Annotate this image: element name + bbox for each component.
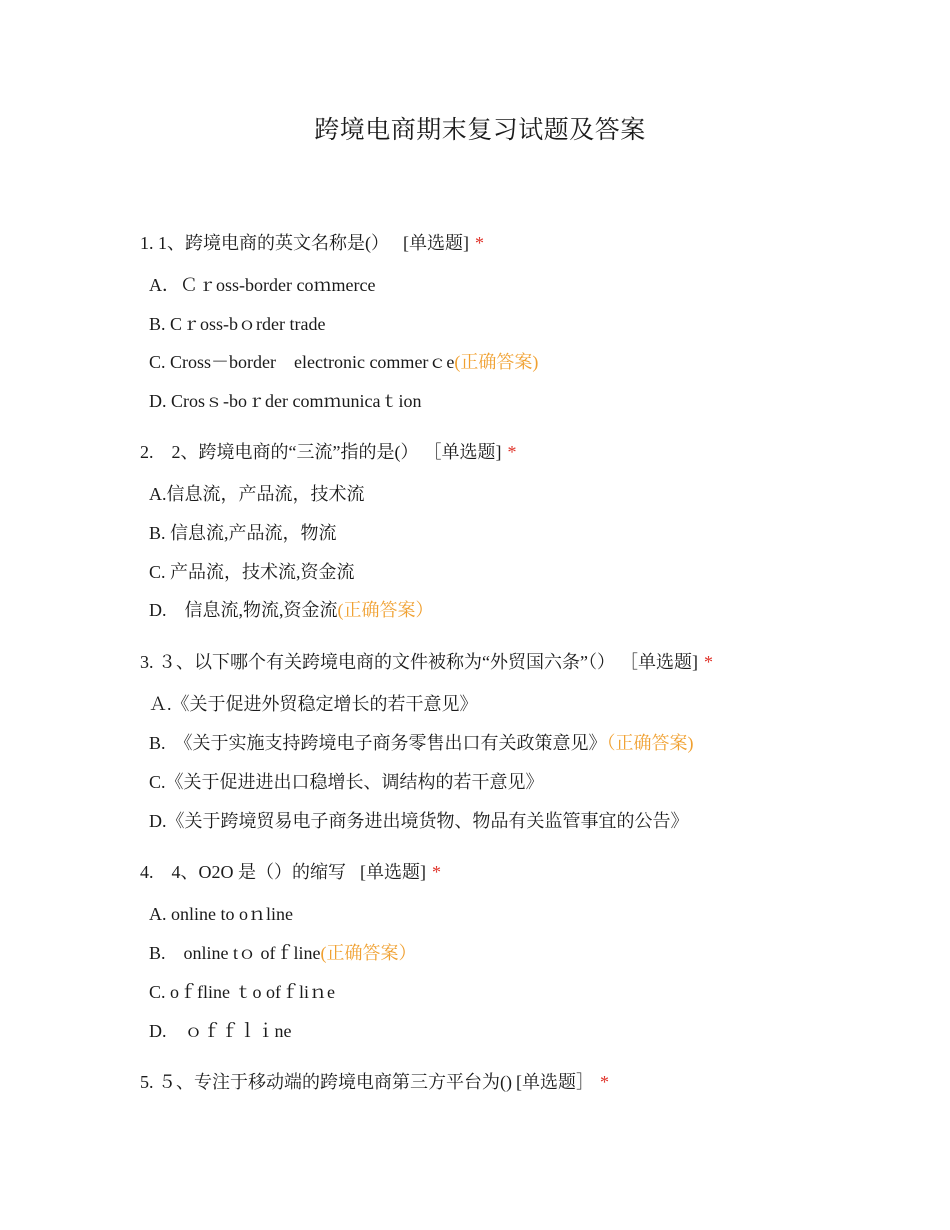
option-text: C.《关于促进进出口稳增长、调结构的若干意见》 bbox=[149, 772, 544, 792]
question-4 bbox=[140, 858, 441, 884]
option-4c bbox=[149, 978, 335, 1004]
question-text: 1. 1、跨境电商的英文名称是(） bbox=[140, 233, 389, 253]
question-text: 4. 4、O2O 是（）的缩写 bbox=[140, 862, 346, 882]
option-text: A. online to oｎline bbox=[149, 904, 293, 924]
correct-answer-tag: (正确答案) bbox=[454, 352, 539, 372]
option-1b bbox=[149, 310, 325, 336]
option-text: D. ｏｆｆｌｉne bbox=[149, 1021, 292, 1041]
option-text: C. Cross－border electronic commerｃe bbox=[149, 352, 455, 372]
option-4a bbox=[149, 900, 293, 926]
correct-answer-tag: (正确答案） bbox=[320, 943, 417, 963]
correct-answer-tag: （正确答案) bbox=[606, 733, 694, 753]
question-5 bbox=[140, 1068, 609, 1094]
option-text: C. 产品流，技术流,资金流 bbox=[149, 562, 355, 582]
required-mark: * bbox=[432, 862, 441, 882]
question-type: [单选题] bbox=[403, 233, 469, 253]
option-text: D. 信息流,物流,资金流 bbox=[149, 600, 338, 620]
question-2 bbox=[140, 438, 516, 464]
question-text: 5. ５、专注于移动端的跨境电商第三方平台为() bbox=[140, 1072, 512, 1092]
option-text: B. 信息流,产品流，物流 bbox=[149, 523, 337, 543]
option-2b bbox=[149, 519, 337, 545]
option-2a bbox=[149, 480, 365, 506]
option-1d bbox=[149, 387, 421, 413]
required-mark: * bbox=[703, 652, 713, 672]
option-4d bbox=[149, 1017, 292, 1043]
question-type: [单选题］ bbox=[516, 1072, 594, 1092]
option-1c bbox=[149, 348, 538, 374]
option-2d bbox=[149, 596, 434, 622]
question-type: ［单选题] bbox=[628, 652, 698, 672]
option-3b bbox=[149, 729, 694, 755]
option-3d bbox=[149, 807, 689, 833]
question-text: 3. ３、以下哪个有关跨境电商的文件被称为“外贸国六条”（） bbox=[140, 652, 615, 672]
option-3a bbox=[149, 690, 478, 716]
option-text: Ａ.《关于促进外贸稳定增长的若干意见》 bbox=[149, 694, 478, 714]
option-text: B. online tｏ ofｆline bbox=[149, 943, 321, 963]
question-3 bbox=[140, 648, 713, 674]
option-text: A．Ｃｒoss-border coｍmerce bbox=[149, 275, 376, 295]
option-text: D.《关于跨境贸易电子商务进出境货物、物品有关监管事宜的公告》 bbox=[149, 811, 689, 831]
option-text: D. Crosｓ-boｒder comｍunicaｔion bbox=[149, 391, 422, 411]
required-mark: * bbox=[600, 1072, 609, 1092]
correct-answer-tag: (正确答案） bbox=[337, 600, 434, 620]
option-2c bbox=[149, 558, 355, 584]
question-type: ［单选题] bbox=[432, 442, 502, 462]
option-1a bbox=[149, 271, 375, 297]
required-mark: * bbox=[507, 442, 517, 462]
option-text: B. Cｒoss-bｏrder trade bbox=[149, 314, 326, 334]
option-3c bbox=[149, 768, 544, 794]
document-title: 跨境电商期末复习试题及答案 bbox=[314, 117, 646, 144]
required-mark: * bbox=[475, 233, 484, 253]
option-4b bbox=[149, 939, 416, 965]
option-text: B. 《关于实施支持跨境电子商务零售出口有关政策意见》 bbox=[149, 733, 607, 753]
question-1 bbox=[140, 229, 484, 255]
option-text: C. oｆfline ｔo ofｆliｎe bbox=[149, 982, 335, 1002]
option-text: A.信息流，产品流，技术流 bbox=[149, 484, 365, 504]
question-type: [单选题] bbox=[360, 862, 426, 882]
question-text: 2. 2、跨境电商的“三流”指的是(） bbox=[140, 442, 419, 462]
